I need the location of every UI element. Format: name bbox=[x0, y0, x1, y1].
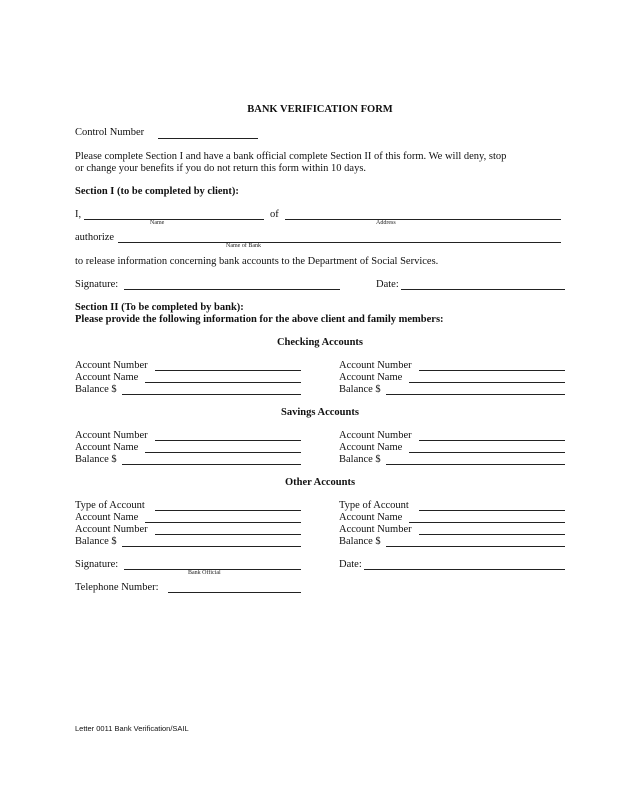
section-2-subheading: Please provide the following information for the above client and family members: bbox=[75, 314, 444, 325]
savings-1-account-name-field[interactable] bbox=[145, 452, 301, 453]
release-statement: to release information concerning bank accounts to the Department of Social Services. bbox=[75, 256, 439, 267]
savings-1-balance-label: Balance $ bbox=[75, 454, 117, 465]
client-name-field[interactable] bbox=[84, 219, 264, 220]
telephone-number-label: Telephone Number: bbox=[75, 582, 159, 593]
other-accounts-heading: Other Accounts bbox=[284, 477, 356, 488]
savings-1-balance-field[interactable] bbox=[122, 464, 301, 465]
savings-2-balance-label: Balance $ bbox=[339, 454, 381, 465]
checking-1-account-number-label: Account Number bbox=[75, 360, 148, 371]
other-2-type-field[interactable] bbox=[419, 510, 565, 511]
bank-date-label: Date: bbox=[339, 559, 362, 570]
of-label: of bbox=[270, 209, 279, 220]
other-1-account-number-field[interactable] bbox=[155, 534, 301, 535]
other-2-account-number-label: Account Number bbox=[339, 524, 412, 535]
other-2-account-number-field[interactable] bbox=[419, 534, 565, 535]
checking-1-account-number-field[interactable] bbox=[155, 370, 301, 371]
savings-1-account-number-label: Account Number bbox=[75, 430, 148, 441]
bank-name-field[interactable] bbox=[118, 242, 561, 243]
checking-1-balance-label: Balance $ bbox=[75, 384, 117, 395]
client-address-field[interactable] bbox=[285, 219, 561, 220]
instructions-line-2: or change your benefits if you do not return this form within 10 days. bbox=[75, 163, 367, 174]
other-1-account-name-label: Account Name bbox=[75, 512, 139, 523]
address-caption: Address bbox=[376, 220, 396, 226]
checking-2-account-number-label: Account Number bbox=[339, 360, 412, 371]
telephone-number-field[interactable] bbox=[168, 592, 301, 593]
other-1-type-field[interactable] bbox=[155, 510, 301, 511]
checking-2-account-name-label: Account Name bbox=[339, 372, 403, 383]
savings-accounts-heading: Savings Accounts bbox=[281, 407, 359, 418]
checking-accounts-heading: Checking Accounts bbox=[276, 337, 364, 348]
other-2-type-label: Type of Account bbox=[339, 500, 409, 511]
other-1-type-label: Type of Account bbox=[75, 500, 145, 511]
other-2-account-name-field[interactable] bbox=[409, 522, 565, 523]
other-1-account-name-field[interactable] bbox=[145, 522, 301, 523]
i-label: I, bbox=[75, 209, 82, 220]
client-signature-field[interactable] bbox=[124, 289, 340, 290]
checking-2-balance-field[interactable] bbox=[386, 394, 565, 395]
checking-1-account-name-field[interactable] bbox=[145, 382, 301, 383]
client-date-label: Date: bbox=[376, 279, 399, 290]
form-title: BANK VERIFICATION FORM bbox=[247, 104, 393, 115]
other-1-account-number-label: Account Number bbox=[75, 524, 148, 535]
footer-letter-code: Letter 0011 Bank Verification/SAIL bbox=[75, 724, 189, 733]
section-1-heading: Section I (to be completed by client): bbox=[75, 186, 239, 197]
other-2-balance-field[interactable] bbox=[386, 546, 565, 547]
checking-2-balance-label: Balance $ bbox=[339, 384, 381, 395]
bank-official-caption: Bank Official bbox=[188, 570, 221, 576]
other-2-balance-label: Balance $ bbox=[339, 536, 381, 547]
checking-1-balance-field[interactable] bbox=[122, 394, 301, 395]
savings-2-balance-field[interactable] bbox=[386, 464, 565, 465]
savings-2-account-name-label: Account Name bbox=[339, 442, 403, 453]
checking-2-account-name-field[interactable] bbox=[409, 382, 565, 383]
instructions-line-1: Please complete Section I and have a bank official complete Section II of this form. We will deny, stop bbox=[75, 151, 507, 162]
checking-2-account-number-field[interactable] bbox=[419, 370, 565, 371]
savings-2-account-number-label: Account Number bbox=[339, 430, 412, 441]
savings-2-account-name-field[interactable] bbox=[409, 452, 565, 453]
client-date-field[interactable] bbox=[401, 289, 565, 290]
control-number-field[interactable] bbox=[158, 138, 258, 139]
client-signature-label: Signature: bbox=[75, 279, 119, 290]
savings-2-account-number-field[interactable] bbox=[419, 440, 565, 441]
authorize-label: authorize bbox=[75, 232, 115, 243]
checking-1-account-name-label: Account Name bbox=[75, 372, 139, 383]
section-2-heading: Section II (To be completed by bank): bbox=[75, 302, 244, 313]
other-1-balance-label: Balance $ bbox=[75, 536, 117, 547]
bank-signature-label: Signature: bbox=[75, 559, 119, 570]
bank-date-field[interactable] bbox=[364, 569, 565, 570]
control-number-label: Control Number bbox=[75, 127, 145, 138]
savings-1-account-number-field[interactable] bbox=[155, 440, 301, 441]
other-2-account-name-label: Account Name bbox=[339, 512, 403, 523]
bank-name-caption: Name of Bank bbox=[226, 243, 261, 249]
other-1-balance-field[interactable] bbox=[122, 546, 301, 547]
name-caption: Name bbox=[150, 220, 165, 226]
savings-1-account-name-label: Account Name bbox=[75, 442, 139, 453]
